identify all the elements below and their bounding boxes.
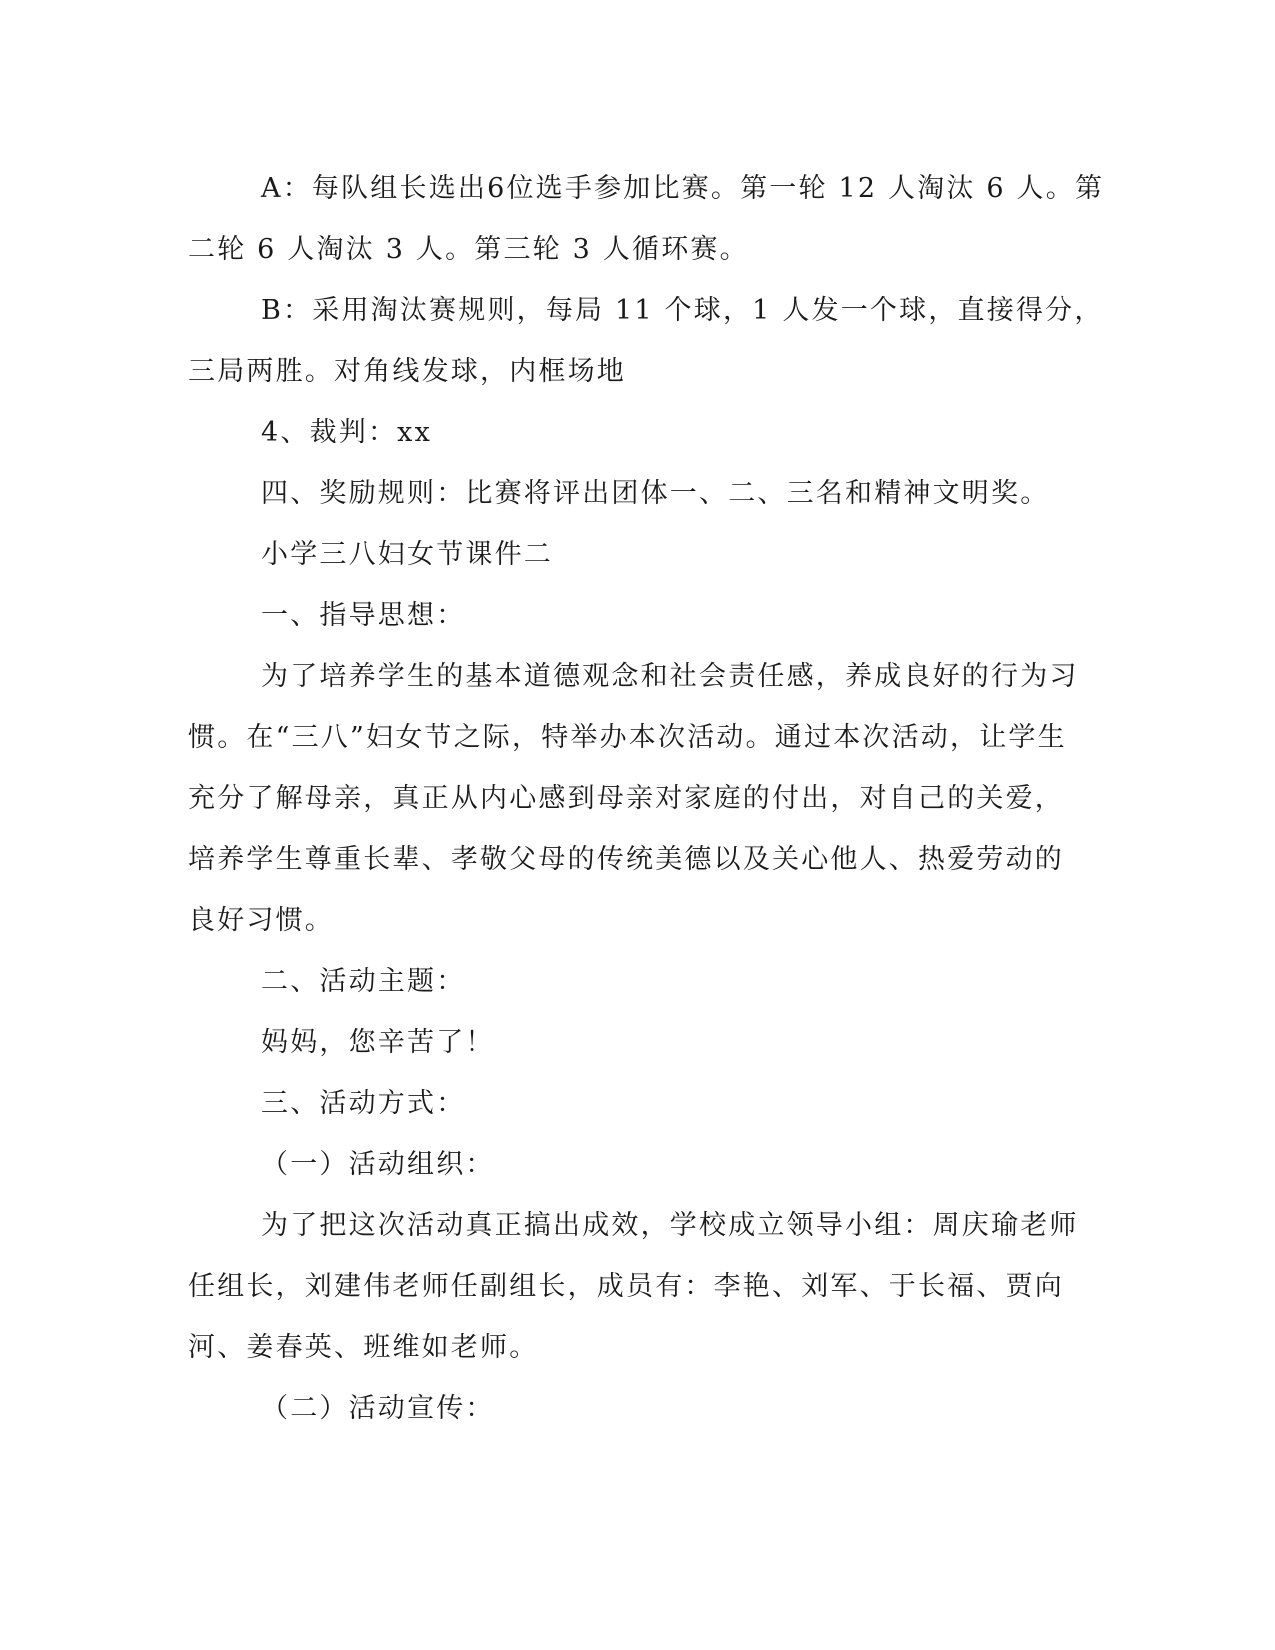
guiding-paragraph-line-2: 惯。在“三八”妇女节之际，特举办本次活动。通过本次活动，让学生 bbox=[188, 722, 1067, 753]
subheading-publicity: （二）活动宣传： bbox=[261, 1393, 495, 1424]
guiding-paragraph-line-1: 为了培养学生的基本道德观念和社会责任感，养成良好的行为习 bbox=[261, 661, 1079, 692]
organization-paragraph-line-2: 任组长，刘建伟老师任副组长，成员有：李艳、刘军、于长福、贾向 bbox=[188, 1271, 1064, 1302]
organization-paragraph-line-1: 为了把这次活动真正搞出成效，学校成立领导小组：周庆瑜老师 bbox=[261, 1210, 1079, 1241]
document-body bbox=[188, 158, 1105, 1439]
heading-guiding-thought: 一、指导思想： bbox=[261, 600, 466, 631]
guiding-paragraph-line-3: 充分了解母亲，真正从内心感到母亲对家庭的付出，对自己的关爱， bbox=[188, 783, 1064, 814]
heading-activity-theme: 二、活动主题： bbox=[261, 966, 466, 997]
organization-paragraph-line-3: 河、姜春英、班维如老师。 bbox=[188, 1332, 539, 1363]
guiding-paragraph-line-5: 良好习惯。 bbox=[188, 905, 334, 936]
activity-theme-text: 妈妈，您辛苦了！ bbox=[261, 1027, 495, 1058]
award-rules-line: 四、奖励规则：比赛将评出团体一、二、三名和精神文明奖。 bbox=[261, 478, 1050, 509]
rule-b-line-1: B：采用淘汰赛规则，每局 11 个球，1 人发一个球，直接得分， bbox=[261, 295, 1104, 326]
referee-line: 4、裁判：xx bbox=[261, 417, 433, 448]
guiding-paragraph-line-4: 培养学生尊重长辈、孝敬父母的传统美德以及关心他人、热爱劳动的 bbox=[188, 844, 1064, 875]
rule-b-line-2: 三局两胜。对角线发球，内框场地 bbox=[188, 356, 626, 387]
rule-a-line-2: 二轮 6 人淘汰 3 人。第三轮 3 人循环赛。 bbox=[188, 234, 749, 265]
heading-activity-method: 三、活动方式： bbox=[261, 1088, 466, 1119]
subheading-organization: （一）活动组织： bbox=[261, 1149, 495, 1180]
section-title: 小学三八妇女节课件二 bbox=[261, 539, 553, 570]
rule-a-line-1: A：每队组长选出6位选手参加比赛。第一轮 12 人淘汰 6 人。第 bbox=[261, 173, 1105, 204]
